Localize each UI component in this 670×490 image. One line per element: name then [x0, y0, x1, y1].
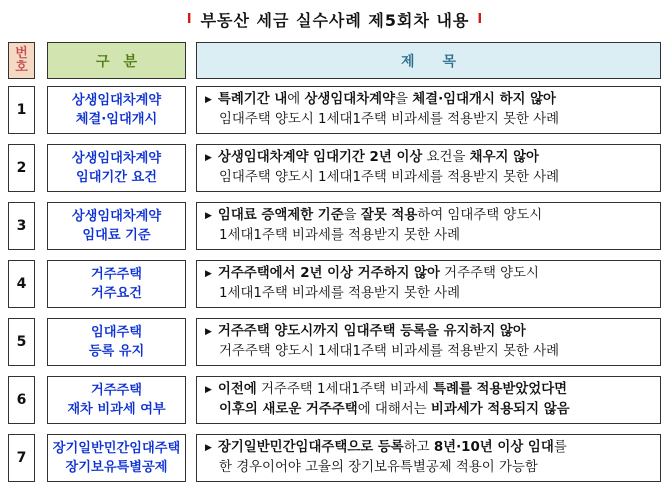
- emphasis-text: 거주주택 양도시까지 임대주택 등록을 유지하지 않아: [217, 324, 526, 339]
- row-number: 7: [8, 434, 35, 482]
- row-subject: [196, 260, 661, 308]
- bullet-arrow-icon: ▶: [205, 95, 212, 105]
- page-title-bar: [0, 6, 670, 32]
- body-text: 을: [395, 92, 413, 107]
- emphasis-text: 특례기간 내: [217, 92, 288, 107]
- category-line: 상생임대차계약: [71, 151, 162, 166]
- subject-line-1: [205, 438, 567, 458]
- body-text: 거주주택 양도시 1세대1주택 비과세를 적용받지 못한 사례: [219, 344, 560, 359]
- row-category: [47, 376, 186, 424]
- row-category: [47, 434, 186, 482]
- body-text: 1세대1주택 비과세를 적용받지 못한 사례: [219, 286, 461, 301]
- subject-line-1: [205, 322, 526, 342]
- subject-line-2: [205, 458, 538, 478]
- body-text: 한 경우이어야 고율의 장기보유특별공제 적용이 가능함: [219, 460, 538, 475]
- category-line: 임대기간 요건: [75, 170, 158, 185]
- bullet-arrow-icon: ▶: [205, 443, 212, 453]
- row-number: 6: [8, 376, 35, 424]
- emphasis-text: 임대료 증액제한 기준: [217, 208, 344, 223]
- emphasis-text: 체결·임대개시 하지 않아: [412, 92, 556, 107]
- row-number: 4: [8, 260, 35, 308]
- category-line: 상생임대차계약: [71, 93, 162, 108]
- header-number: [8, 42, 35, 79]
- subject-line-1: [205, 148, 539, 168]
- bullet-arrow-icon: ▶: [205, 327, 212, 337]
- row-category: [47, 86, 186, 134]
- body-text: 하여 임대주택 양도시: [417, 208, 543, 223]
- row-category: [47, 260, 186, 308]
- category-line: 장기일반민간임대주택: [52, 441, 181, 456]
- subject-line-2: [205, 284, 460, 304]
- category-line: 등록 유지: [88, 344, 145, 359]
- title-mark-right: I: [477, 11, 484, 27]
- category-line: 거주주택: [91, 383, 142, 398]
- header-subject-label: 제목: [400, 53, 485, 70]
- title-mark-left: I: [186, 11, 193, 27]
- row-subject: [196, 434, 661, 482]
- body-text: 에 대해서는: [357, 402, 431, 417]
- row-number: 5: [8, 318, 35, 366]
- subject-line-1: [205, 90, 556, 110]
- category-line: 장기보유특별공제: [65, 460, 168, 475]
- emphasis-text: 채우지 않아: [469, 150, 539, 165]
- subject-line-2: [205, 400, 570, 420]
- bullet-arrow-icon: ▶: [205, 211, 212, 221]
- emphasis-text: 거주주택에서 2년 이상 거주하지 않아: [217, 266, 440, 281]
- emphasis-text: 상생임대차계약: [304, 92, 396, 107]
- subject-line-2: [205, 110, 559, 130]
- row-number: 1: [8, 86, 35, 134]
- page-title: 부동산 세금 실수사례 제5회차 내용: [200, 10, 470, 30]
- subject-line-2: [205, 342, 559, 362]
- body-text: 1세대1주택 비과세를 적용받지 못한 사례: [219, 228, 461, 243]
- body-text: 요건을: [422, 150, 470, 165]
- body-text: 거주주택 1세대1주택 비과세: [256, 382, 434, 397]
- category-line: 재차 비과세 여부: [67, 402, 166, 417]
- category-line: 임대료 기준: [82, 228, 151, 243]
- row-category: [47, 318, 186, 366]
- emphasis-text: 8년·10년 이상 임대: [433, 440, 554, 455]
- header-number-label: 번호: [15, 45, 28, 75]
- emphasis-text: 특례를 적용받았었다면: [433, 382, 568, 397]
- emphasis-text: 비과세가 적용되지 않음: [430, 402, 570, 417]
- bullet-arrow-icon: ▶: [205, 385, 212, 395]
- row-subject: [196, 86, 661, 134]
- header-category-label: 구분: [95, 53, 152, 70]
- category-line: 거주요건: [91, 286, 142, 301]
- subject-line-1: [205, 380, 567, 400]
- body-text: 하고: [403, 440, 434, 455]
- row-number: 2: [8, 144, 35, 192]
- body-text: 거주주택 양도시: [439, 266, 539, 281]
- subject-line-2: [205, 168, 559, 188]
- emphasis-text: 이후의 새로운 거주주택: [219, 402, 358, 417]
- row-category: [47, 144, 186, 192]
- body-text: 에: [287, 92, 305, 107]
- row-number: 3: [8, 202, 35, 250]
- emphasis-text: 이전에: [217, 382, 257, 397]
- category-line: 체결·임대개시: [75, 112, 158, 127]
- row-subject: [196, 202, 661, 250]
- header-category: [47, 42, 186, 79]
- emphasis-text: 잘못 적용: [360, 208, 418, 223]
- row-category: [47, 202, 186, 250]
- subject-line-1: [205, 206, 542, 226]
- category-line: 거주주택: [91, 267, 142, 282]
- row-subject: [196, 376, 661, 424]
- body-text: 를: [553, 440, 567, 455]
- bullet-arrow-icon: ▶: [205, 269, 212, 279]
- emphasis-text: 장기일반민간임대주택으로 등록: [217, 440, 404, 455]
- header-subject: [196, 42, 661, 79]
- row-subject: [196, 318, 661, 366]
- bullet-arrow-icon: ▶: [205, 153, 212, 163]
- body-text: 을: [343, 208, 361, 223]
- subject-line-1: [205, 264, 539, 284]
- row-subject: [196, 144, 661, 192]
- emphasis-text: 상생임대차계약 임대기간 2년 이상: [217, 150, 423, 165]
- body-text: 임대주택 양도시 1세대1주택 비과세를 적용받지 못한 사례: [219, 170, 560, 185]
- subject-line-2: [205, 226, 460, 246]
- body-text: 임대주택 양도시 1세대1주택 비과세를 적용받지 못한 사례: [219, 112, 560, 127]
- category-line: 임대주택: [91, 325, 142, 340]
- category-line: 상생임대차계약: [71, 209, 162, 224]
